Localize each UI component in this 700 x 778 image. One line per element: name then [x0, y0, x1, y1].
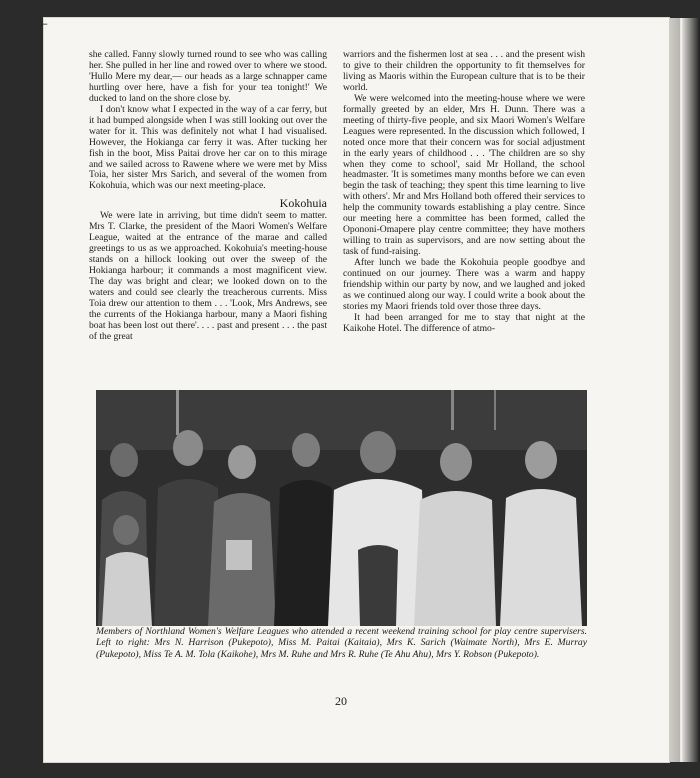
right-paragraph-1: warriors and the fishermen lost at sea . . . and the present wish to give to their children the opportunity to fit themselves for living as Maoris within the European culture that is to be their world. [343, 49, 585, 93]
corner-crop-mark: ⌐ [40, 20, 49, 31]
page-binding-edge [669, 18, 700, 762]
page-number: 20 [335, 694, 347, 708]
left-paragraph-3: We were late in arriving, but time didn't seem to matter. Mrs T. Clarke, the president of the Maori Women's Welfare League, waited at the entrance of the marae and called greetings to us as we approached. Kokohuia's meeting-house stands on a hillock looking out over the sweep of the Hokianga harbour; it commands a most magnificent view. The day was bright and clear; we looked down on to the waters and could see clearly the treacherous currents. Miss Toia drew our attention to them . . . 'Look, Mrs Andrews, see the currents of the Hokianga harbour, many a Maori fishing boat has been lost out there'. . . . past and present . . . the past of the great [89, 210, 327, 342]
photo-illustration [96, 390, 587, 626]
left-paragraph-2: I don't know what I expected in the way of a car ferry, but it had bumped alongside when I was still looking out over the water for it. This was definitely not what I had visualised. However, the Hokianga car ferry it was. After tucking her fish in the boot, Miss Paitai drove her car on to this mirage and we sailed across to Rawene where we were met by Miss Toia, her sister Mrs Sarich, and several of the women from Kokohuia, which was our next meeting-place. [89, 103, 327, 192]
left-paragraph-1: she called. Fanny slowly turned round to see who was calling her. She pulled in her line and rowed over to where we stood. 'Hullo Mere my dear,— our heads as a large schnapper came hurtling over here, have a fish for your tea tonight!' We ducked to land on the shore close by. [89, 49, 327, 104]
right-paragraph-2: We were welcomed into the meeting-house where we were formally greeted by an elder, Mrs H. Dunn. There was a meeting of thirty-five people, and six Maori Women's Welfare Leagues were represented. In the discussion which followed, I noted once more that their concern was for social adjustment in the early years of childhood . . . 'The children are so shy when they come to school', said Mr Holland, the school headmaster. 'It is sometimes many months before we can even begin the task of teaching; they spent this time learning to live with others'. Mr and Mrs Holland both offered their services to help the community towards establishing a play centre. Since our meeting here a committee has been formed, called the Opononi-Omapere play centre committee; they have mothers willing to train as supervisors, and are now setting about the task of fund-raising. [343, 92, 585, 258]
right-text-column [343, 50, 585, 335]
left-text-column [89, 50, 327, 343]
photo-caption: Members of Northland Women's Welfare Leagues who attended a recent weekend training school for play centre supervisers. Left to right: Mrs N. Harrison (Pukepoto), Miss M. Paitai (Kaitaia), Mrs K. Sarich (Waimate North), Mrs E. Murray (Pukepoto), Miss Te A. M. Tola (Kaikohe), Mrs M. Ruhe and Mrs R. Ruhe (Te Ahu Ahu), Mrs Y. Robson (Pukepoto). [96, 626, 587, 660]
section-subheading: Kokohuia [279, 196, 327, 211]
right-paragraph-3: After lunch we bade the Kokohuia people goodbye and continued on our journey. There was a warm and happy friendship within our party by now, and we laughed and joked as we continued along our way. I could write a book about the stories my Maori friends told over those three days. [343, 257, 585, 312]
right-paragraph-4: It had been arranged for me to stay that night at the Kaikohe Hotel. The difference of atmo- [343, 311, 585, 334]
group-photograph [96, 390, 587, 626]
